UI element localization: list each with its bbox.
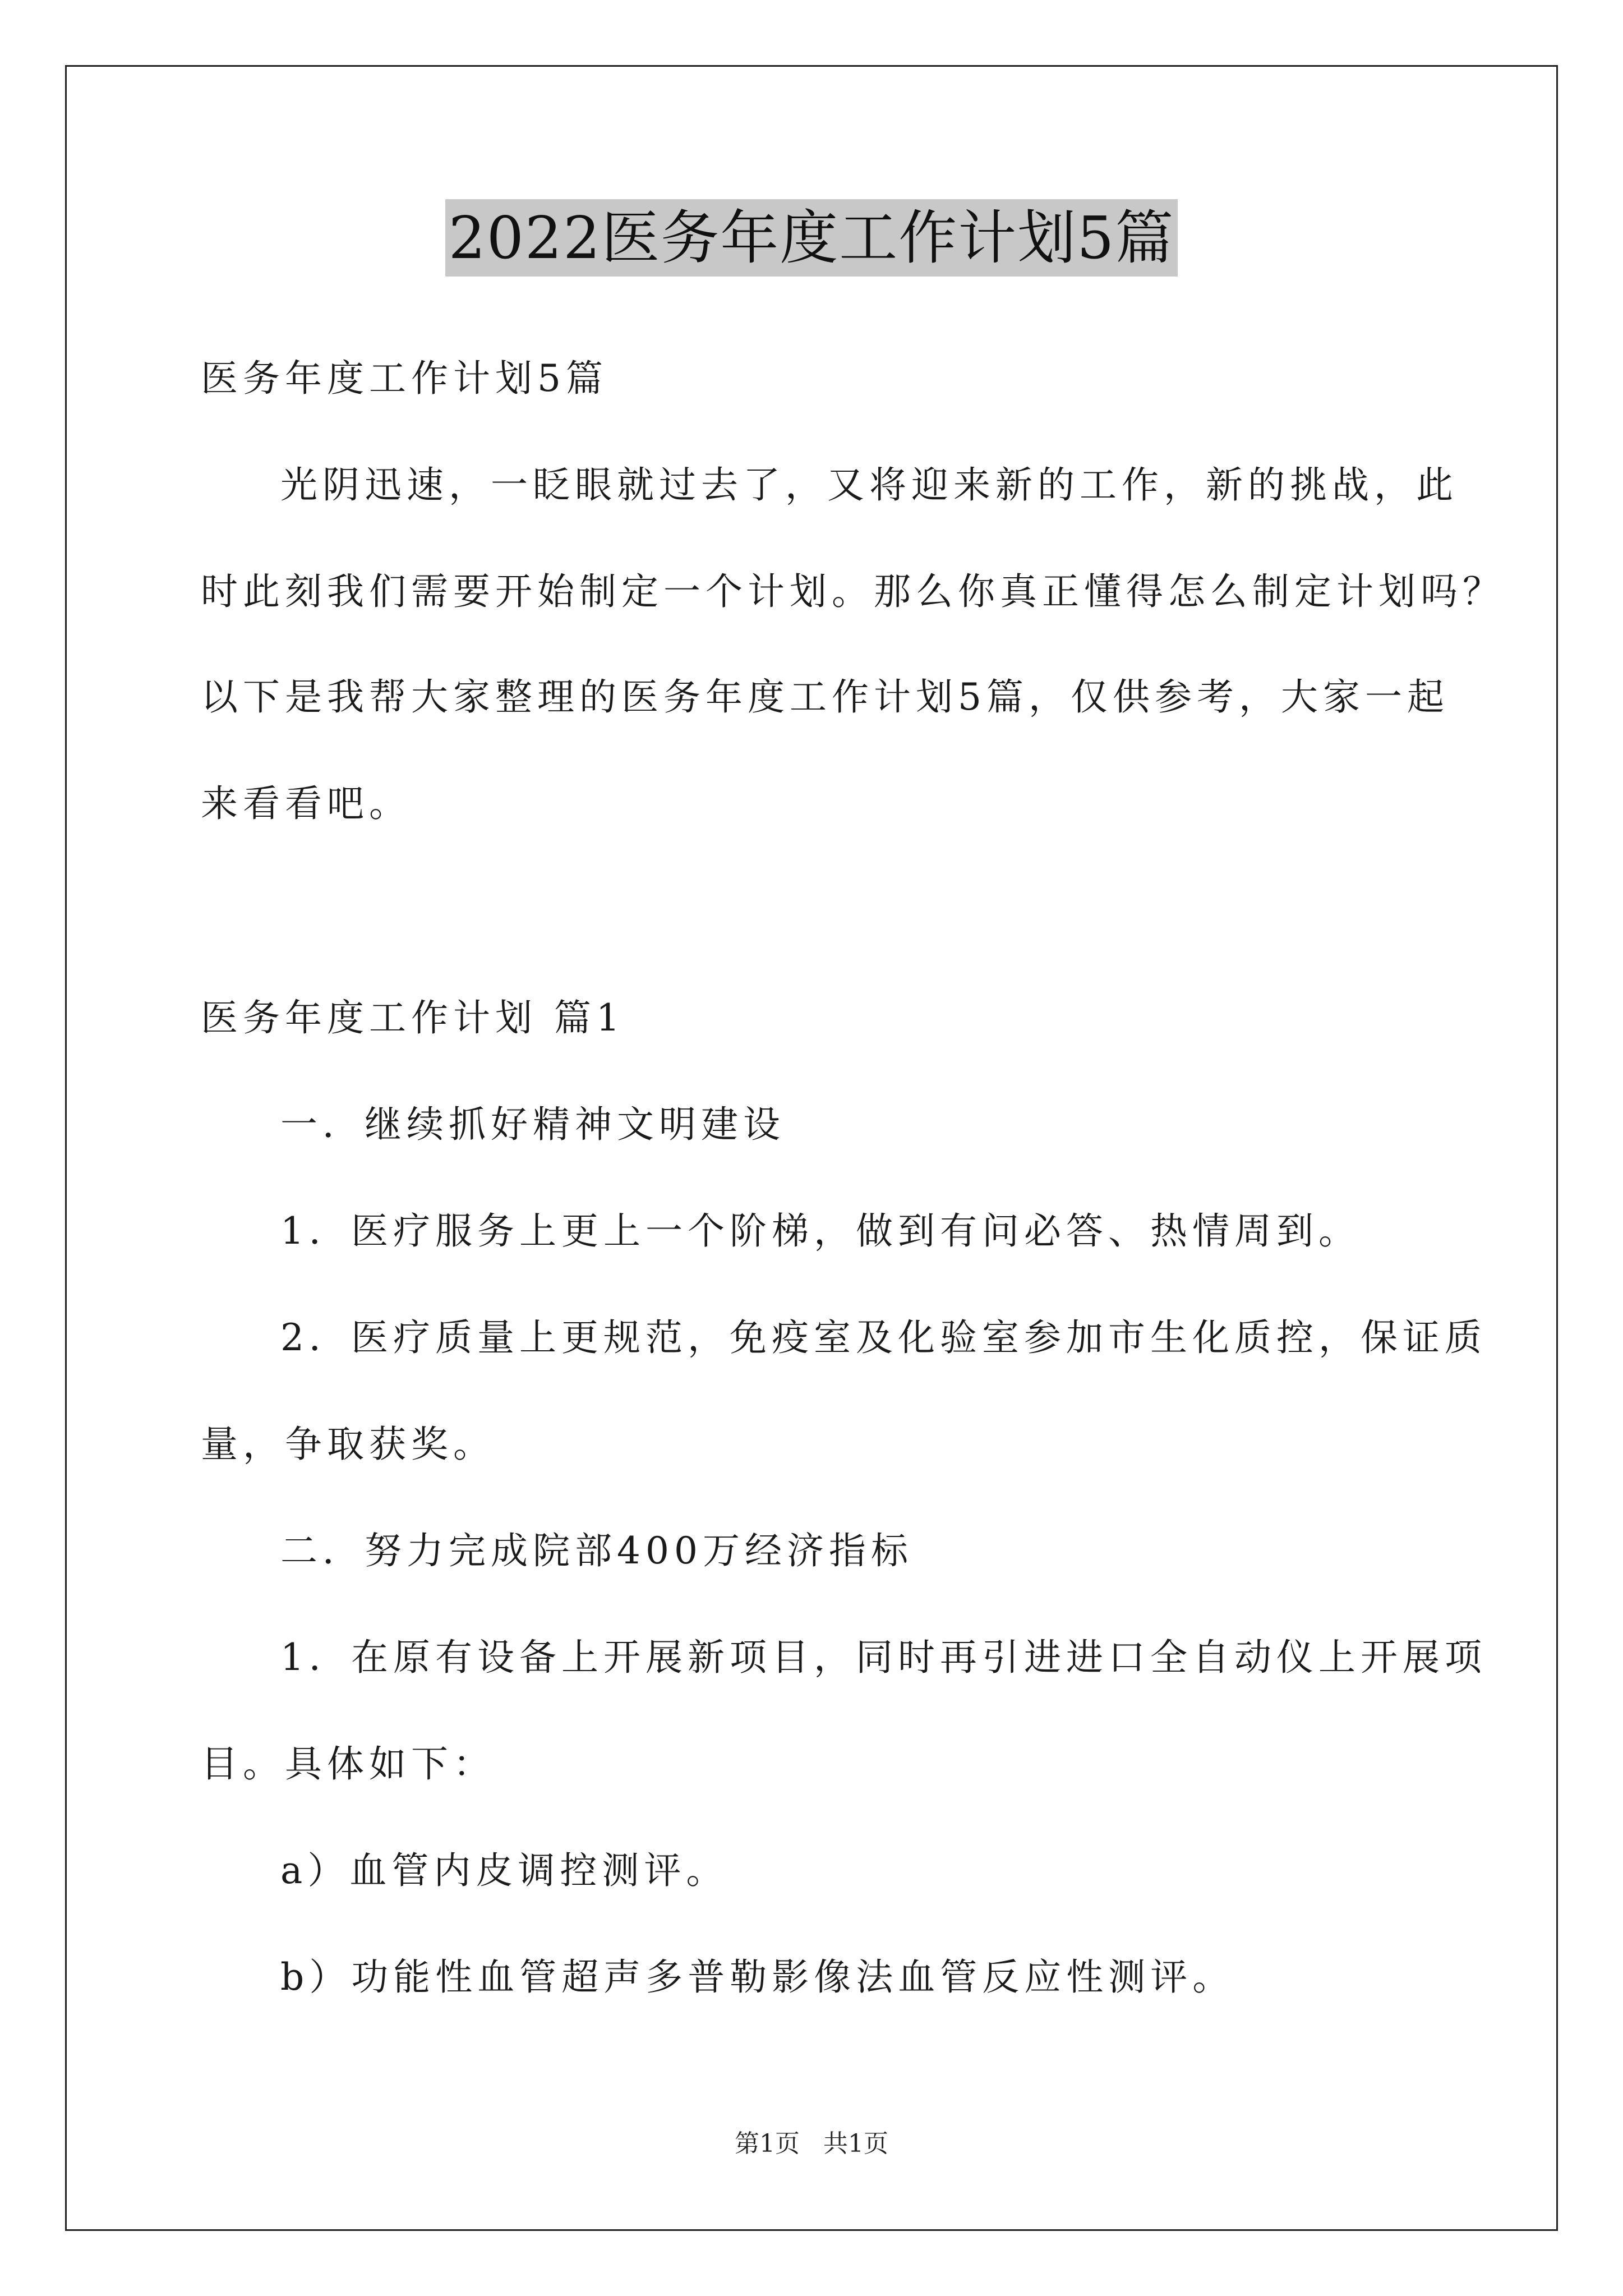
paragraph-3-line-2: 目。具体如下： [201, 1742, 495, 1786]
document-subtitle: 医务年度工作计划5篇 [201, 357, 608, 400]
intro-line-1: 光阴迅速，一眨眼就过去了，又将迎来新的工作，新的挑战，此 [280, 463, 1458, 507]
intro-line-3: 以下是我帮大家整理的医务年度工作计划5篇，仅供参考，大家一起 [201, 675, 1449, 719]
document-title: 2022医务年度工作计划5篇 [445, 199, 1178, 277]
list-item-a: a）血管内皮调控测评。 [280, 1849, 728, 1892]
heading-2: 二．努力完成院部400万经济指标 [280, 1529, 913, 1572]
intro-line-2: 时此刻我们需要开始制定一个计划。那么你真正懂得怎么制定计划吗？ [201, 570, 1505, 613]
paragraph-1: 1．医疗服务上更上一个阶梯，做到有问必答、热情周到。 [280, 1209, 1361, 1253]
title-container [0, 199, 1623, 277]
paragraph-3-line-1: 1．在原有设备上开展新项目，同时再引进进口全自动仪上开展项 [280, 1636, 1487, 1679]
paragraph-2-line-1: 2．医疗质量上更规范，免疫室及化验室参加市生化质控，保证质 [280, 1316, 1487, 1359]
intro-line-4: 来看看吧。 [201, 782, 411, 825]
page-footer [0, 2127, 1623, 2161]
heading-1: 一．继续抓好精神文明建设 [280, 1103, 785, 1146]
page-total: 共1页 [823, 2129, 888, 2158]
paragraph-2-line-2: 量，争取获奖。 [201, 1423, 495, 1466]
section-heading: 医务年度工作计划 篇1 [201, 996, 625, 1039]
list-item-b: b）功能性血管超声多普勒影像法血管反应性测评。 [280, 1955, 1235, 1999]
page-number: 第1页 [735, 2129, 800, 2158]
